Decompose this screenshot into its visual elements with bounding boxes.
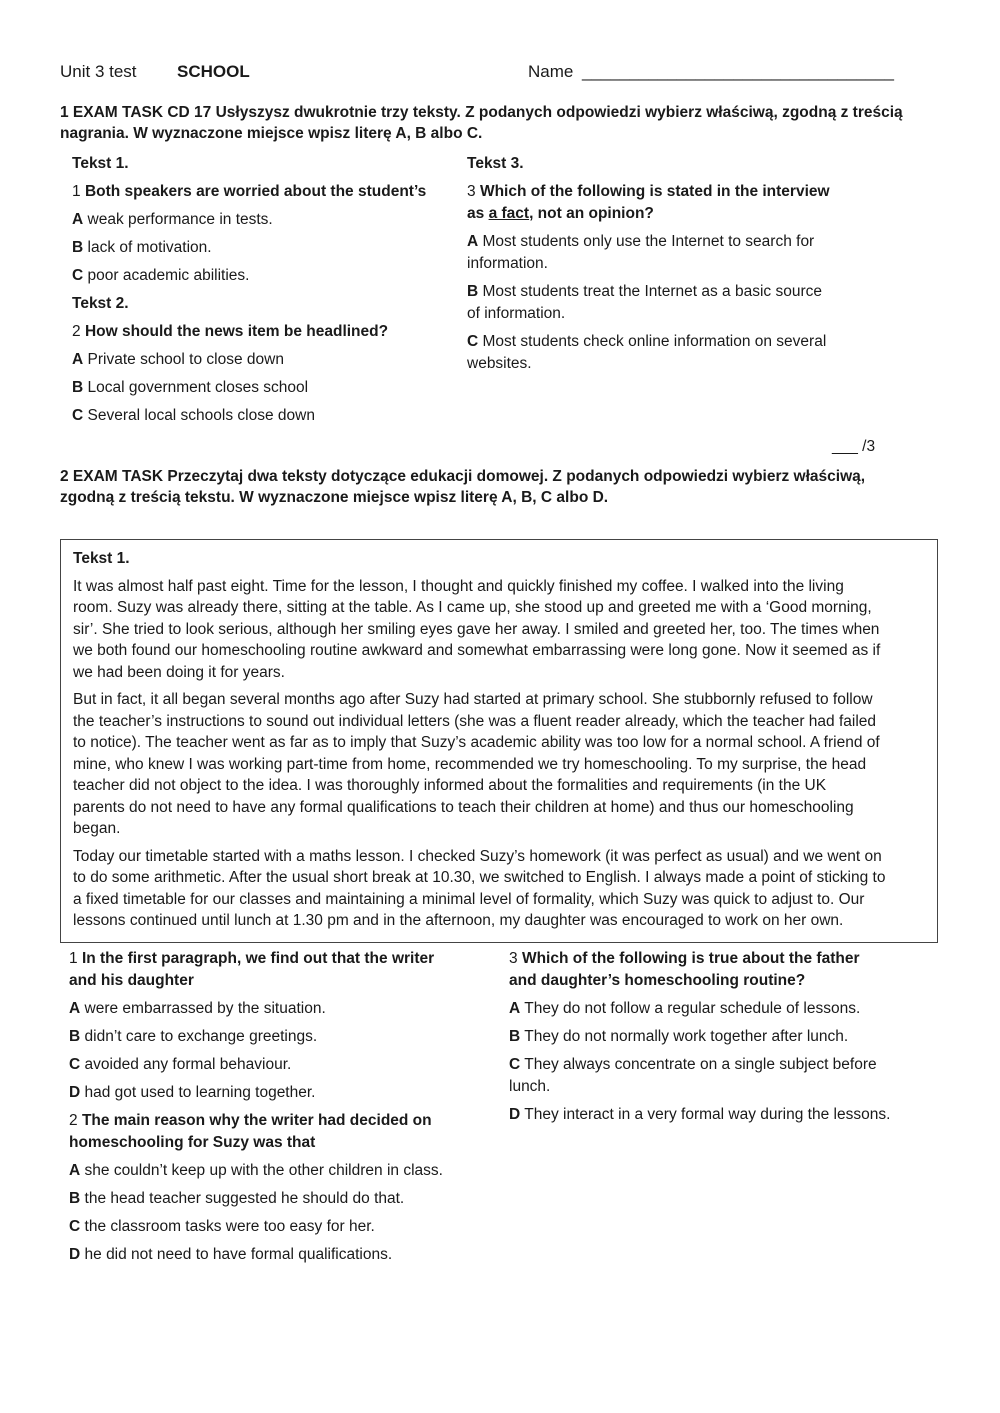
option-text: Most students check online information on several <box>482 333 827 350</box>
paragraph-1 <box>73 576 933 684</box>
option-letter: A <box>509 1000 521 1017</box>
paragraph-line: a fixed timetable for our classes and maintaining a minimal level of formality, which Suzy was quick to adjust to. Our <box>73 890 865 908</box>
option-letter: D <box>69 1246 81 1263</box>
option-letter: C <box>69 1218 81 1235</box>
paragraph-line: to notice). The teacher went as far as to imply that Suzy’s academic ability was too low for a normal school. A friend of <box>73 734 880 751</box>
task1-q3-option-c[interactable] <box>467 331 887 375</box>
paragraph-line: It was almost half past eight. Time for the lesson, I thought and quickly finished my coffee. I walked into the living <box>73 577 844 595</box>
paragraph-line: to do some arithmetic. After the usual short break at 10.30, we switched to English. I always made a point of sticking to <box>73 869 886 886</box>
task1-question-1 <box>72 181 452 203</box>
question-number: 1 <box>69 950 78 967</box>
option-text: Most students treat the Internet as a basic source <box>482 283 822 300</box>
name-field[interactable]: _________________________________ <box>582 62 895 81</box>
question-text-cont: homeschooling for Suzy was that <box>69 1134 316 1151</box>
option-text: They do not follow a regular schedule of lessons. <box>524 1000 861 1017</box>
task2-q2-option-d[interactable] <box>69 1244 489 1266</box>
question-text: The main reason why the writer had decided on <box>81 1112 432 1129</box>
option-letter: C <box>72 267 84 284</box>
question-number: 2 <box>69 1112 78 1129</box>
option-text: the head teacher suggested he should do that. <box>84 1190 405 1207</box>
unit-label: Unit 3 test <box>60 62 137 81</box>
option-letter: C <box>509 1056 521 1073</box>
task2-q1-option-c[interactable] <box>69 1054 489 1076</box>
task2-question-2 <box>69 1110 489 1132</box>
paragraph-line: the teacher’s instructions to sound out individual letters (she was a fluent reader already, which the teacher had failed <box>73 712 877 730</box>
question-text: Which of the following is true about the father <box>521 950 860 967</box>
task1-question-2 <box>72 321 452 343</box>
task1-score[interactable]: ___ /3 <box>832 438 876 455</box>
option-text-cont: of information. <box>467 305 566 322</box>
task1-instruction <box>60 102 940 144</box>
option-text: were embarrassed by the situation. <box>84 1000 326 1017</box>
paragraph-line: sir’. She tried to look serious, although her smiling eyes gave her away. I smiled and greeted her, too. The times when <box>73 620 880 638</box>
task1-q3-option-a[interactable] <box>467 231 887 275</box>
task1-instruction-line2: nagrania. W wyznaczone miejsce wpisz literę A, B albo C. <box>60 125 483 142</box>
task2-q1-option-a[interactable] <box>69 998 489 1020</box>
task1-q1-option-b[interactable] <box>72 237 452 259</box>
task1-right-column <box>467 153 887 375</box>
tekst1-heading: Tekst 1. <box>72 155 129 172</box>
tekst3-heading: Tekst 3. <box>467 155 524 172</box>
task1-left-column <box>72 153 452 433</box>
option-text: Private school to close down <box>87 351 284 368</box>
option-text-cont: lunch. <box>509 1078 551 1095</box>
paragraph-line: lessons continued until lunch at 1.30 pm and in the afternoon, my daughter was encouraged to work on her own. <box>73 912 844 929</box>
task2-left-column <box>69 948 489 1272</box>
option-letter: A <box>69 1162 81 1179</box>
task1-q2-option-a[interactable] <box>72 349 452 371</box>
task1-q2-option-c[interactable] <box>72 405 452 427</box>
paragraph-line: Today our timetable started with a maths lesson. I checked Suzy’s homework (it was perfect as usual) and we went on <box>73 847 882 865</box>
question-text: Both speakers are worried about the student’s <box>84 183 427 200</box>
option-letter: C <box>72 407 84 424</box>
task2-q3-option-b[interactable] <box>509 1026 929 1048</box>
paragraph-line: we both found our homeschooling routine awkward and somewhat embarrassing were long gone. Now it seemed as if <box>73 642 881 659</box>
option-letter: B <box>467 283 479 300</box>
option-letter: D <box>509 1106 521 1123</box>
paragraph-3 <box>73 846 933 932</box>
task1-question-3 <box>467 181 887 203</box>
option-text: avoided any formal behaviour. <box>84 1056 292 1073</box>
name-label: Name <box>528 62 574 81</box>
option-text: had got used to learning together. <box>84 1084 316 1101</box>
question-text-cont: and daughter’s homeschooling routine? <box>509 972 806 989</box>
page-title: SCHOOL <box>177 62 250 81</box>
option-text: weak performance in tests. <box>87 211 273 228</box>
paragraph-line: teacher did not object to the idea. I was thoroughly informed about the formalities and requirements (in the UK <box>73 777 827 794</box>
option-text: lack of motivation. <box>87 239 212 256</box>
option-letter: A <box>72 211 84 228</box>
option-letter: A <box>72 351 84 368</box>
reading-text-box <box>60 539 938 943</box>
paragraph-line: room. Suzy was already there, sitting at the table. As I came up, she stood up and greeted me with a ‘Good morning, <box>73 599 872 616</box>
question-text-cont: and his daughter <box>69 972 194 989</box>
task2-right-column <box>509 948 929 1126</box>
option-letter: A <box>69 1000 81 1017</box>
task2-instruction <box>60 466 940 508</box>
option-text: she couldn’t keep up with the other children in class. <box>84 1162 443 1179</box>
task1-q1-option-a[interactable] <box>72 209 452 231</box>
option-letter: D <box>69 1084 81 1101</box>
task2-q1-option-b[interactable] <box>69 1026 489 1048</box>
task1-instruction-line1: 1 EXAM TASK CD 17 Usłyszysz dwukrotnie trzy teksty. Z podanych odpowiedzi wybierz właściwą, zgodną z treścią <box>60 104 903 121</box>
option-letter: A <box>467 233 479 250</box>
option-text-cont: information. <box>467 255 548 272</box>
task2-q3-option-d[interactable] <box>509 1104 929 1126</box>
task2-instruction-line2: zgodną z treścią tekstu. W wyznaczone miejsce wpisz literę A, B, C albo D. <box>60 489 609 506</box>
task1-q2-option-b[interactable] <box>72 377 452 399</box>
task2-q2-option-b[interactable] <box>69 1188 489 1210</box>
task2-instruction-line1: 2 EXAM TASK Przeczytaj dwa teksty dotyczące edukacji domowej. Z podanych odpowiedzi wybierz właściwą, <box>60 468 866 485</box>
paragraph-line: began. <box>73 820 121 837</box>
paragraph-2 <box>73 689 933 840</box>
task2-q3-option-a[interactable] <box>509 998 929 1020</box>
paragraph-line: parents do not need to have any formal qualifications to teach their children at home) and thus our homeschooling <box>73 798 854 816</box>
option-text: Most students only use the Internet to search for <box>482 233 815 250</box>
task2-q2-option-c[interactable] <box>69 1216 489 1238</box>
task2-question-3 <box>509 948 929 970</box>
reading-text-title: Tekst 1. <box>73 550 130 567</box>
question-number: 3 <box>467 183 476 200</box>
task2-q2-option-a[interactable] <box>69 1160 489 1182</box>
option-letter: B <box>69 1028 81 1045</box>
option-letter: C <box>69 1056 81 1073</box>
option-text: the classroom tasks were too easy for her. <box>84 1218 375 1235</box>
question-text: as <box>467 205 489 222</box>
option-letter: B <box>69 1190 81 1207</box>
question-text: How should the news item be headlined? <box>84 323 389 340</box>
option-text: Several local schools close down <box>87 407 315 424</box>
task2-q1-option-d[interactable] <box>69 1082 489 1104</box>
option-text: didn’t care to exchange greetings. <box>84 1028 318 1045</box>
tekst2-heading: Tekst 2. <box>72 295 129 312</box>
question-number: 3 <box>509 950 518 967</box>
option-text: Local government closes school <box>87 379 309 396</box>
task2-q3-option-c[interactable] <box>509 1054 929 1098</box>
task1-question-3-line2 <box>467 203 887 225</box>
option-letter: B <box>72 379 84 396</box>
option-letter: B <box>72 239 84 256</box>
option-text: They always concentrate on a single subject before <box>524 1056 877 1073</box>
task1-q3-option-b[interactable] <box>467 281 887 325</box>
task2-question-1 <box>69 948 489 970</box>
paragraph-line: mine, who knew I was working part-time from home, recommended we try homeschooling. To my surprise, the head <box>73 755 867 773</box>
option-text: he did not need to have formal qualifications. <box>84 1246 393 1263</box>
question-text: Which of the following is stated in the interview <box>479 183 830 200</box>
option-text: They do not normally work together after lunch. <box>524 1028 849 1045</box>
option-text-cont: websites. <box>467 355 532 372</box>
paragraph-line: we had been doing it for years. <box>73 663 285 681</box>
option-text: poor academic abilities. <box>87 267 250 284</box>
question-number: 1 <box>72 183 81 200</box>
paragraph-line: But in fact, it all began several months ago after Suzy had started at primary school. She stubbornly refused to follow <box>73 691 873 708</box>
underlined-text: a fact <box>488 205 530 222</box>
option-letter: B <box>509 1028 521 1045</box>
question-text: , not an opinion? <box>529 205 654 222</box>
question-number: 2 <box>72 323 81 340</box>
question-text: In the first paragraph, we find out that the writer <box>81 950 435 967</box>
option-text: They interact in a very formal way during the lessons. <box>524 1106 891 1123</box>
task1-q1-option-c[interactable] <box>72 265 452 287</box>
option-letter: C <box>467 333 479 350</box>
